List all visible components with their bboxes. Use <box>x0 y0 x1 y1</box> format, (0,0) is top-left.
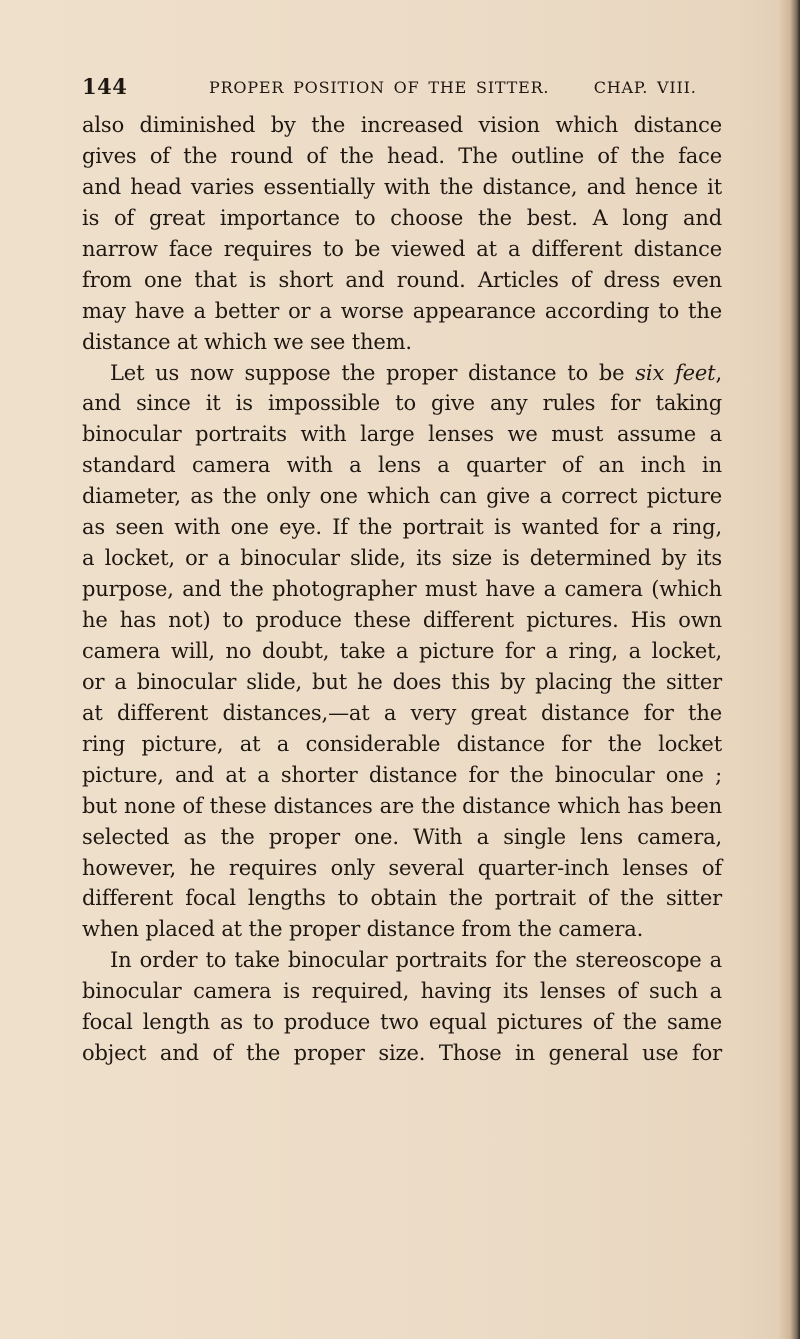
text-line: when placed at the proper distance from the camera. <box>82 917 644 942</box>
text-segment: Let us now suppose the proper distance to be <box>110 360 636 385</box>
page-number: 144 <box>82 74 128 99</box>
text-line: from one that is short and round. Articles of dress even <box>82 267 722 292</box>
page-header <box>82 74 800 114</box>
text-line: distance at which we see them. <box>82 329 412 354</box>
text-line: also diminished by the increased vision which distance <box>82 113 722 137</box>
text-line: may have a better or a worse appearance according to the <box>82 298 722 323</box>
text-line: is of great importance to choose the best. A long and <box>82 205 722 230</box>
text-line: and since it is impossible to give any rules for taking <box>82 391 722 416</box>
chapter-label: CHAP. VIII. <box>593 78 697 97</box>
italic-emphasis: six feet <box>635 360 716 385</box>
text-line: picture, and at a shorter distance for the binocular one ; <box>82 762 722 787</box>
text-line: a locket, or a binocular slide, its size is determined by its <box>82 546 722 571</box>
text-line: object and of the proper size. Those in general use for <box>82 1041 722 1066</box>
page-gutter-shadow <box>778 0 800 1339</box>
text-line: and head varies essentially with the distance, and hence it <box>82 174 722 199</box>
text-line: binocular portraits with large lenses we must assume a <box>82 422 722 447</box>
text-line: as seen with one eye. If the portrait is wanted for a ring, <box>82 515 722 540</box>
body-text <box>82 110 722 1069</box>
text-line: at different distances,—at a very great distance for the <box>82 700 722 725</box>
text-line: ring picture, at a considerable distance for the locket <box>82 731 722 756</box>
text-line: standard camera with a lens a quarter of an inch in <box>82 453 722 478</box>
text-line: but none of these distances are the distance which has been <box>82 793 722 818</box>
text-line: purpose, and the photographer must have a camera (which <box>82 577 722 602</box>
text-line: selected as the proper one. With a single lens camera, <box>82 824 722 849</box>
text-line: focal length as to produce two equal pictures of the same <box>82 1010 722 1035</box>
text-line: different focal lengths to obtain the portrait of the sitter <box>82 886 722 911</box>
text-segment: , <box>715 360 722 385</box>
text-line: In order to take binocular portraits for the stereoscope a <box>110 948 722 973</box>
text-line: or a binocular slide, but he does this by placing the sitter <box>82 669 722 694</box>
text-line: however, he requires only several quarter-inch lenses of <box>82 855 722 880</box>
text-line: he has not) to produce these different pictures. His own <box>82 608 722 632</box>
text-line: diameter, as the only one which can give a correct picture <box>82 484 722 509</box>
running-head <box>209 78 697 97</box>
running-head-title: PROPER POSITION OF THE SITTER. <box>209 78 550 97</box>
text-line: binocular camera is required, having its lenses of such a <box>82 979 722 1004</box>
text-line: gives of the round of the head. The outline of the face <box>82 143 722 168</box>
text-line: narrow face requires to be viewed at a different distance <box>82 236 722 261</box>
text-line: camera will, no doubt, take a picture for a ring, a locket, <box>82 638 722 663</box>
text-line <box>82 358 722 389</box>
